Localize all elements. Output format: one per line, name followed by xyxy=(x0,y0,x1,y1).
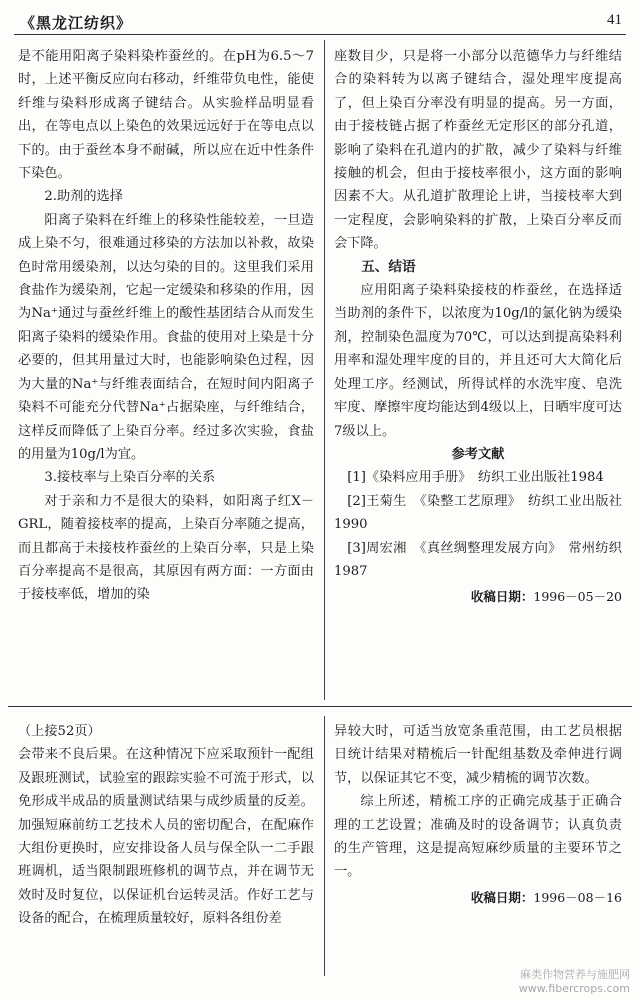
watermark-url: www.fibercrops.com xyxy=(518,982,630,995)
paragraph: 阳离子染料在纤维上的移染性能较差，一旦造成上染不匀，很难通过移染的方法加以补救，故染色时常用缓染剂，以达匀染的目的。这里我们采用食盐作为缓染剂，它起一定缓染和移染的作用，因为Na⁺通过与蚕丝纤维上的酸性基团结合从而发生阳离子染料的缓染作用。食盐的使用对上染是十分必要的，但其用量过大时，也能影响染色过程，因为大量的Na⁺与纤维表面结合，在短时间内阳离子染料不可能充分代替Na⁺占据染座，与纤维结合，这样反而降低了上染百分率。经过多次实验，食盐的用量为10g/l为宜。 xyxy=(18,212,314,462)
received-date-value: 1996－08－16 xyxy=(533,889,622,905)
journal-title: 《黑龙江纺织》 xyxy=(20,14,133,32)
paragraph: 异较大时，可适当放宽条重范围，由工艺员根据日统计结果对精梳后一针配组基数及牵伸进行调节，以保证其它不变，减少精梳的调节次数。 xyxy=(334,724,622,786)
reference-item: [1]《染料应用手册》 纺织工业出版社1984 xyxy=(347,470,604,486)
page-number: 41 xyxy=(607,12,622,28)
paragraph: 座数目少，只是将一小部分以范德华力与纤维结合的染料转为以离子键结合，湿处理牢度提高了，但上染百分率没有明显的提高。另一方面，由于接枝链占据了柞蚕丝无定形区的部分孔道，影响了染料在孔道内的扩散，减少了染料与纤维接触的机会，但由于接枝率很小，这方面的影响因素不大。从孔道扩散理论上讲，当接枝率大到一定程度，会影响染料的扩散，上染百分率反而会下降。 xyxy=(334,49,622,252)
received-date-value: 1996－05－20 xyxy=(533,589,622,605)
reference-item: [3]周宏湘 《真丝绸整理发展方向》 常州纺织 1987 xyxy=(334,540,636,579)
received-label: 收稿日期： xyxy=(470,889,534,905)
column-divider-upper xyxy=(324,40,325,700)
watermark-text: 麻类作物营养与施肥网 xyxy=(520,968,630,981)
reference-item: [2]王菊生 《染整工艺原理》 纺织工业出版社 1990 xyxy=(334,493,636,533)
paragraph: 应用阳离子染料染接枝的柞蚕丝，在选择适当助剂的条件下，以浓度为10g/l的氯化钠为缓染剂，控制染色温度为70℃，可以达到提高染料利用率和湿处理牢度的目的，并且还可大大简化后处理工序。经测试，所得试样的水洗牢度、皂洗牢度、摩擦牢度均能达到4级以上，日晒牢度可达7级以上。 xyxy=(334,283,622,439)
upper-right-column xyxy=(334,45,636,609)
paragraph: 是不能用阳离子染料染柞蚕丝的。在pH为6.5～7时，上述平衡反应向右移动，纤维带负电性，能使纤维与染料形成离子键结合。从实验样品明显看出，在等电点以上染色的效果远远好于在等电点以下的。由于蚕丝本身不耐碱，所以应在近中性条件下染色。 xyxy=(18,49,314,182)
upper-left-column xyxy=(18,45,314,607)
section-heading-conclusion: 五、结语 xyxy=(361,258,416,275)
site-watermark xyxy=(519,968,630,996)
received-label: 收稿日期： xyxy=(470,589,534,605)
lower-left-column xyxy=(18,720,314,931)
received-date xyxy=(334,886,622,909)
continued-note: （上接52页） xyxy=(18,724,101,739)
paragraph: 对于亲和力不是很大的染料，如阳离子红X－GRL，随着接枝率的提高，上染百分率随之提高，而且都高于未接枝柞蚕丝的上染百分率，只是上染百分率提高不是很高，其原因有两方面：一方面由于接枝率低，增加的染 xyxy=(18,493,314,603)
references-heading: 参考文献 xyxy=(451,446,505,462)
column-divider-lower xyxy=(324,716,325,976)
article-separator xyxy=(8,706,632,707)
page-header xyxy=(14,6,626,35)
lower-right-column xyxy=(334,720,622,909)
section-heading-graft-rate: 3.接枝率与上染百分率的关系 xyxy=(44,470,216,486)
paragraph: 综上所述，精梳工序的正确完成基于正确合理的工艺设置；准确及时的设备调节；认真负责的生产管理，这是提高短麻纱质量的主要环节之一。 xyxy=(334,794,622,880)
paragraph: 会带来不良后果。在这种情况下应采取预针一配组及跟班测试，试验室的跟踪实验不可流于形式，以免形成半成品的质量测试结果与成纱质量的反差。加强短麻前纺工艺技术人员的密切配合，在配麻作大组份更换时，应安排设备人员与保全队一二手跟班调机，适当限制跟班修机的调节点，并在调节无效时及时复位，以保证机台运转灵活。作好工艺与设备的配合，在梳理质量较好，原料各组份差 xyxy=(18,747,314,927)
received-date xyxy=(334,585,622,608)
section-heading-additive: 2.助剂的选择 xyxy=(44,189,123,205)
